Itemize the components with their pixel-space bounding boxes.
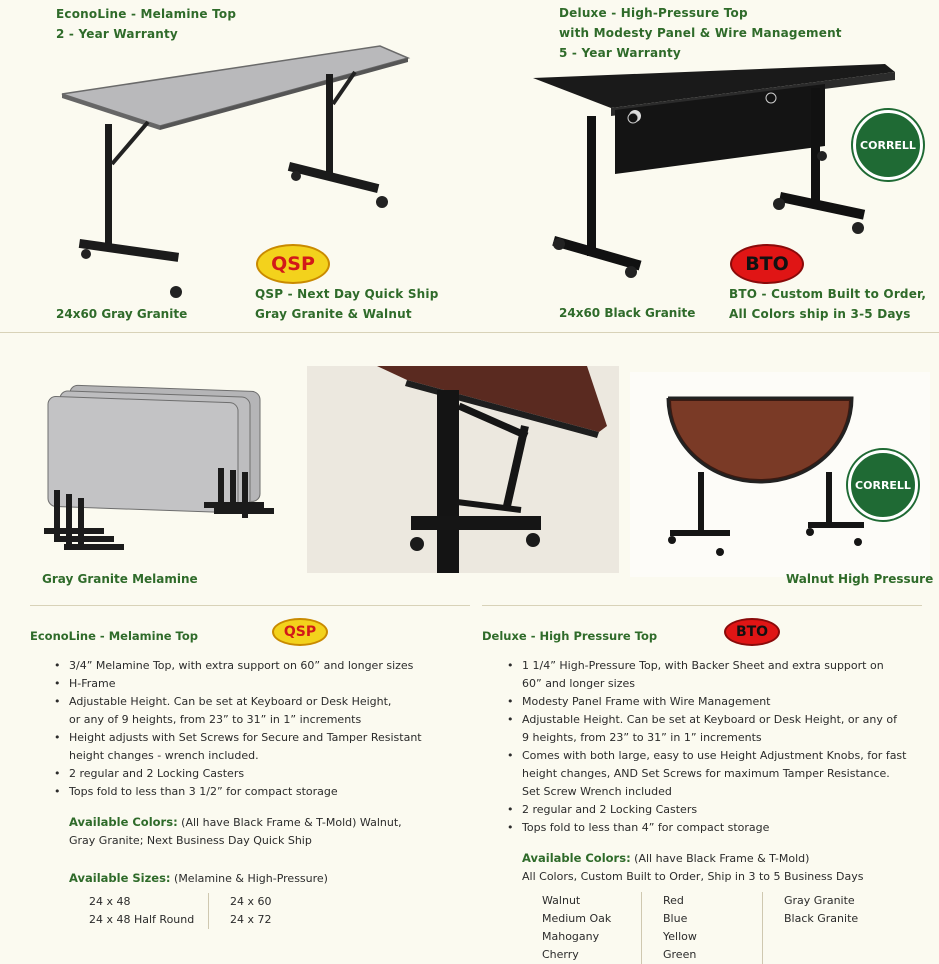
feature-line: • 2 regular and 2 Locking Casters bbox=[522, 803, 698, 816]
feature-line: • 2 regular and 2 Locking Casters bbox=[69, 767, 245, 780]
deluxe-divider bbox=[482, 605, 922, 606]
colors-column bbox=[542, 892, 642, 964]
feature-item bbox=[53, 729, 463, 765]
correll-logo-gallery bbox=[848, 450, 918, 520]
feature-line: height changes - wrench included. bbox=[69, 749, 259, 762]
correll-logo-label: CORRELL bbox=[860, 138, 916, 152]
sizes-note: (Melamine & High-Pressure) bbox=[170, 872, 328, 885]
feature-line: • 1 1/4” High-Pressure Top, with Backer Sheet and extra support on bbox=[522, 659, 884, 672]
feature-item bbox=[53, 693, 463, 729]
qsp-badge bbox=[256, 244, 330, 284]
deluxe-header-line: with Modesty Panel & Wire Management bbox=[559, 26, 842, 40]
feature-line: • Comes with both large, easy to use Height Adjustment Knobs, for fast bbox=[522, 749, 907, 762]
feature-line: • Height adjusts with Set Screws for Secure and Tamper Resistant bbox=[69, 731, 422, 744]
fold-mechanism-photo bbox=[307, 366, 619, 573]
qsp-description-line: QSP - Next Day Quick Ship bbox=[255, 287, 439, 301]
feature-item bbox=[53, 765, 463, 783]
econoline-sizes bbox=[69, 869, 328, 888]
size-item: 24 x 48 bbox=[89, 895, 131, 908]
size-item: 24 x 48 Half Round bbox=[89, 913, 195, 926]
econoline-warranty: 2 - Year Warranty bbox=[56, 27, 178, 41]
deluxe-caption: 24x60 Black Granite bbox=[559, 306, 696, 320]
color-item: Red bbox=[663, 894, 684, 907]
colors-column bbox=[784, 892, 858, 928]
qsp-badge-small bbox=[272, 618, 328, 646]
feature-line: • Modesty Panel Frame with Wire Management bbox=[522, 695, 771, 708]
color-item: Green bbox=[663, 948, 697, 961]
bto-badge-small bbox=[724, 618, 780, 646]
color-item: Gray Granite bbox=[784, 894, 855, 907]
color-item: Cherry bbox=[542, 948, 579, 961]
colors-column bbox=[663, 892, 763, 964]
econoline-feature-list bbox=[53, 657, 463, 801]
walnut-high-pressure-caption: Walnut High Pressure bbox=[786, 572, 934, 586]
color-item: Yellow bbox=[663, 930, 697, 943]
qsp-badge-label: QSP bbox=[283, 624, 317, 640]
bto-description bbox=[729, 284, 926, 324]
deluxe-header-line: Deluxe - High-Pressure Top bbox=[559, 6, 748, 20]
bto-badge bbox=[730, 244, 804, 284]
size-item: 24 x 72 bbox=[230, 913, 272, 926]
feature-line: height changes, AND Set Screws for maximum Tamper Resistance. bbox=[522, 767, 890, 780]
qsp-description-line: Gray Granite & Walnut bbox=[255, 307, 412, 321]
feature-item bbox=[53, 675, 463, 693]
feature-line: • Tops fold to less than 3 1/2” for compact storage bbox=[69, 785, 338, 798]
feature-line: 60” and longer sizes bbox=[522, 677, 635, 690]
deluxe-feature-list bbox=[506, 657, 926, 837]
feature-item bbox=[506, 657, 926, 693]
deluxe-table-image bbox=[525, 58, 905, 278]
section-divider bbox=[0, 332, 939, 333]
feature-line: or any of 9 heights, from 23” to 31” in 1” increments bbox=[69, 713, 362, 726]
feature-line: • Adjustable Height. Can be set at Keyboard or Desk Height, or any of bbox=[522, 713, 897, 726]
qsp-badge-label: QSP bbox=[271, 253, 315, 275]
color-item: Mahogany bbox=[542, 930, 600, 943]
feature-item bbox=[53, 657, 463, 675]
feature-item bbox=[53, 783, 463, 801]
econoline-caption: 24x60 Gray Granite bbox=[56, 307, 188, 321]
qsp-description bbox=[255, 284, 439, 324]
sizes-label: Available Sizes: bbox=[69, 871, 171, 885]
feature-item bbox=[506, 693, 926, 711]
colors-text: Gray Granite; Next Business Day Quick Ship bbox=[69, 834, 312, 847]
feature-line: 9 heights, from 23” to 31” in 1” increments bbox=[522, 731, 762, 744]
feature-item bbox=[506, 711, 926, 747]
correll-logo bbox=[853, 110, 923, 180]
colors-text: (All have Black Frame & T-Mold) Walnut, bbox=[177, 816, 402, 829]
feature-line: • H-Frame bbox=[69, 677, 116, 690]
feature-item bbox=[506, 747, 926, 801]
feature-line: • Adjustable Height. Can be set at Keyboard or Desk Height, bbox=[69, 695, 392, 708]
color-item: Black Granite bbox=[784, 912, 859, 925]
feature-line: Set Screw Wrench included bbox=[522, 785, 672, 798]
feature-line: • Tops fold to less than 4” for compact storage bbox=[522, 821, 770, 834]
bto-badge-label: BTO bbox=[745, 253, 789, 275]
econoline-title: EconoLine - Melamine Top bbox=[30, 629, 199, 643]
econoline-header bbox=[56, 4, 236, 44]
feature-line: • 3/4” Melamine Top, with extra support on 60” and longer sizes bbox=[69, 659, 414, 672]
sizes-column bbox=[89, 893, 209, 929]
bto-description-line: BTO - Custom Built to Order, bbox=[729, 287, 927, 301]
deluxe-header bbox=[559, 3, 842, 63]
econoline-table-image bbox=[50, 44, 420, 304]
gray-granite-melamine-caption: Gray Granite Melamine bbox=[42, 572, 198, 586]
colors-label: Available Colors: bbox=[522, 851, 631, 865]
deluxe-colors bbox=[522, 849, 863, 886]
size-item: 24 x 60 bbox=[230, 895, 272, 908]
colors-text: All Colors, Custom Built to Order, Ship in 3 to 5 Business Days bbox=[522, 870, 864, 883]
color-item: Walnut bbox=[542, 894, 581, 907]
correll-logo-label: CORRELL bbox=[855, 478, 911, 492]
sizes-column bbox=[230, 893, 272, 929]
deluxe-warranty: 5 - Year Warranty bbox=[559, 46, 681, 60]
deluxe-title: Deluxe - High Pressure Top bbox=[482, 629, 658, 643]
bto-badge-label: BTO bbox=[735, 624, 769, 640]
econoline-header-line: EconoLine - Melamine Top bbox=[56, 7, 237, 21]
colors-note: (All have Black Frame & T-Mold) bbox=[630, 852, 810, 865]
color-item: Medium Oak bbox=[542, 912, 612, 925]
feature-item bbox=[506, 801, 926, 819]
stacked-tables-image bbox=[40, 378, 280, 568]
feature-item bbox=[506, 819, 926, 837]
color-item: Blue bbox=[663, 912, 688, 925]
colors-label: Available Colors: bbox=[69, 815, 178, 829]
econoline-divider bbox=[30, 605, 470, 606]
econoline-colors bbox=[69, 813, 402, 850]
bto-description-line: All Colors ship in 3-5 Days bbox=[729, 307, 911, 321]
